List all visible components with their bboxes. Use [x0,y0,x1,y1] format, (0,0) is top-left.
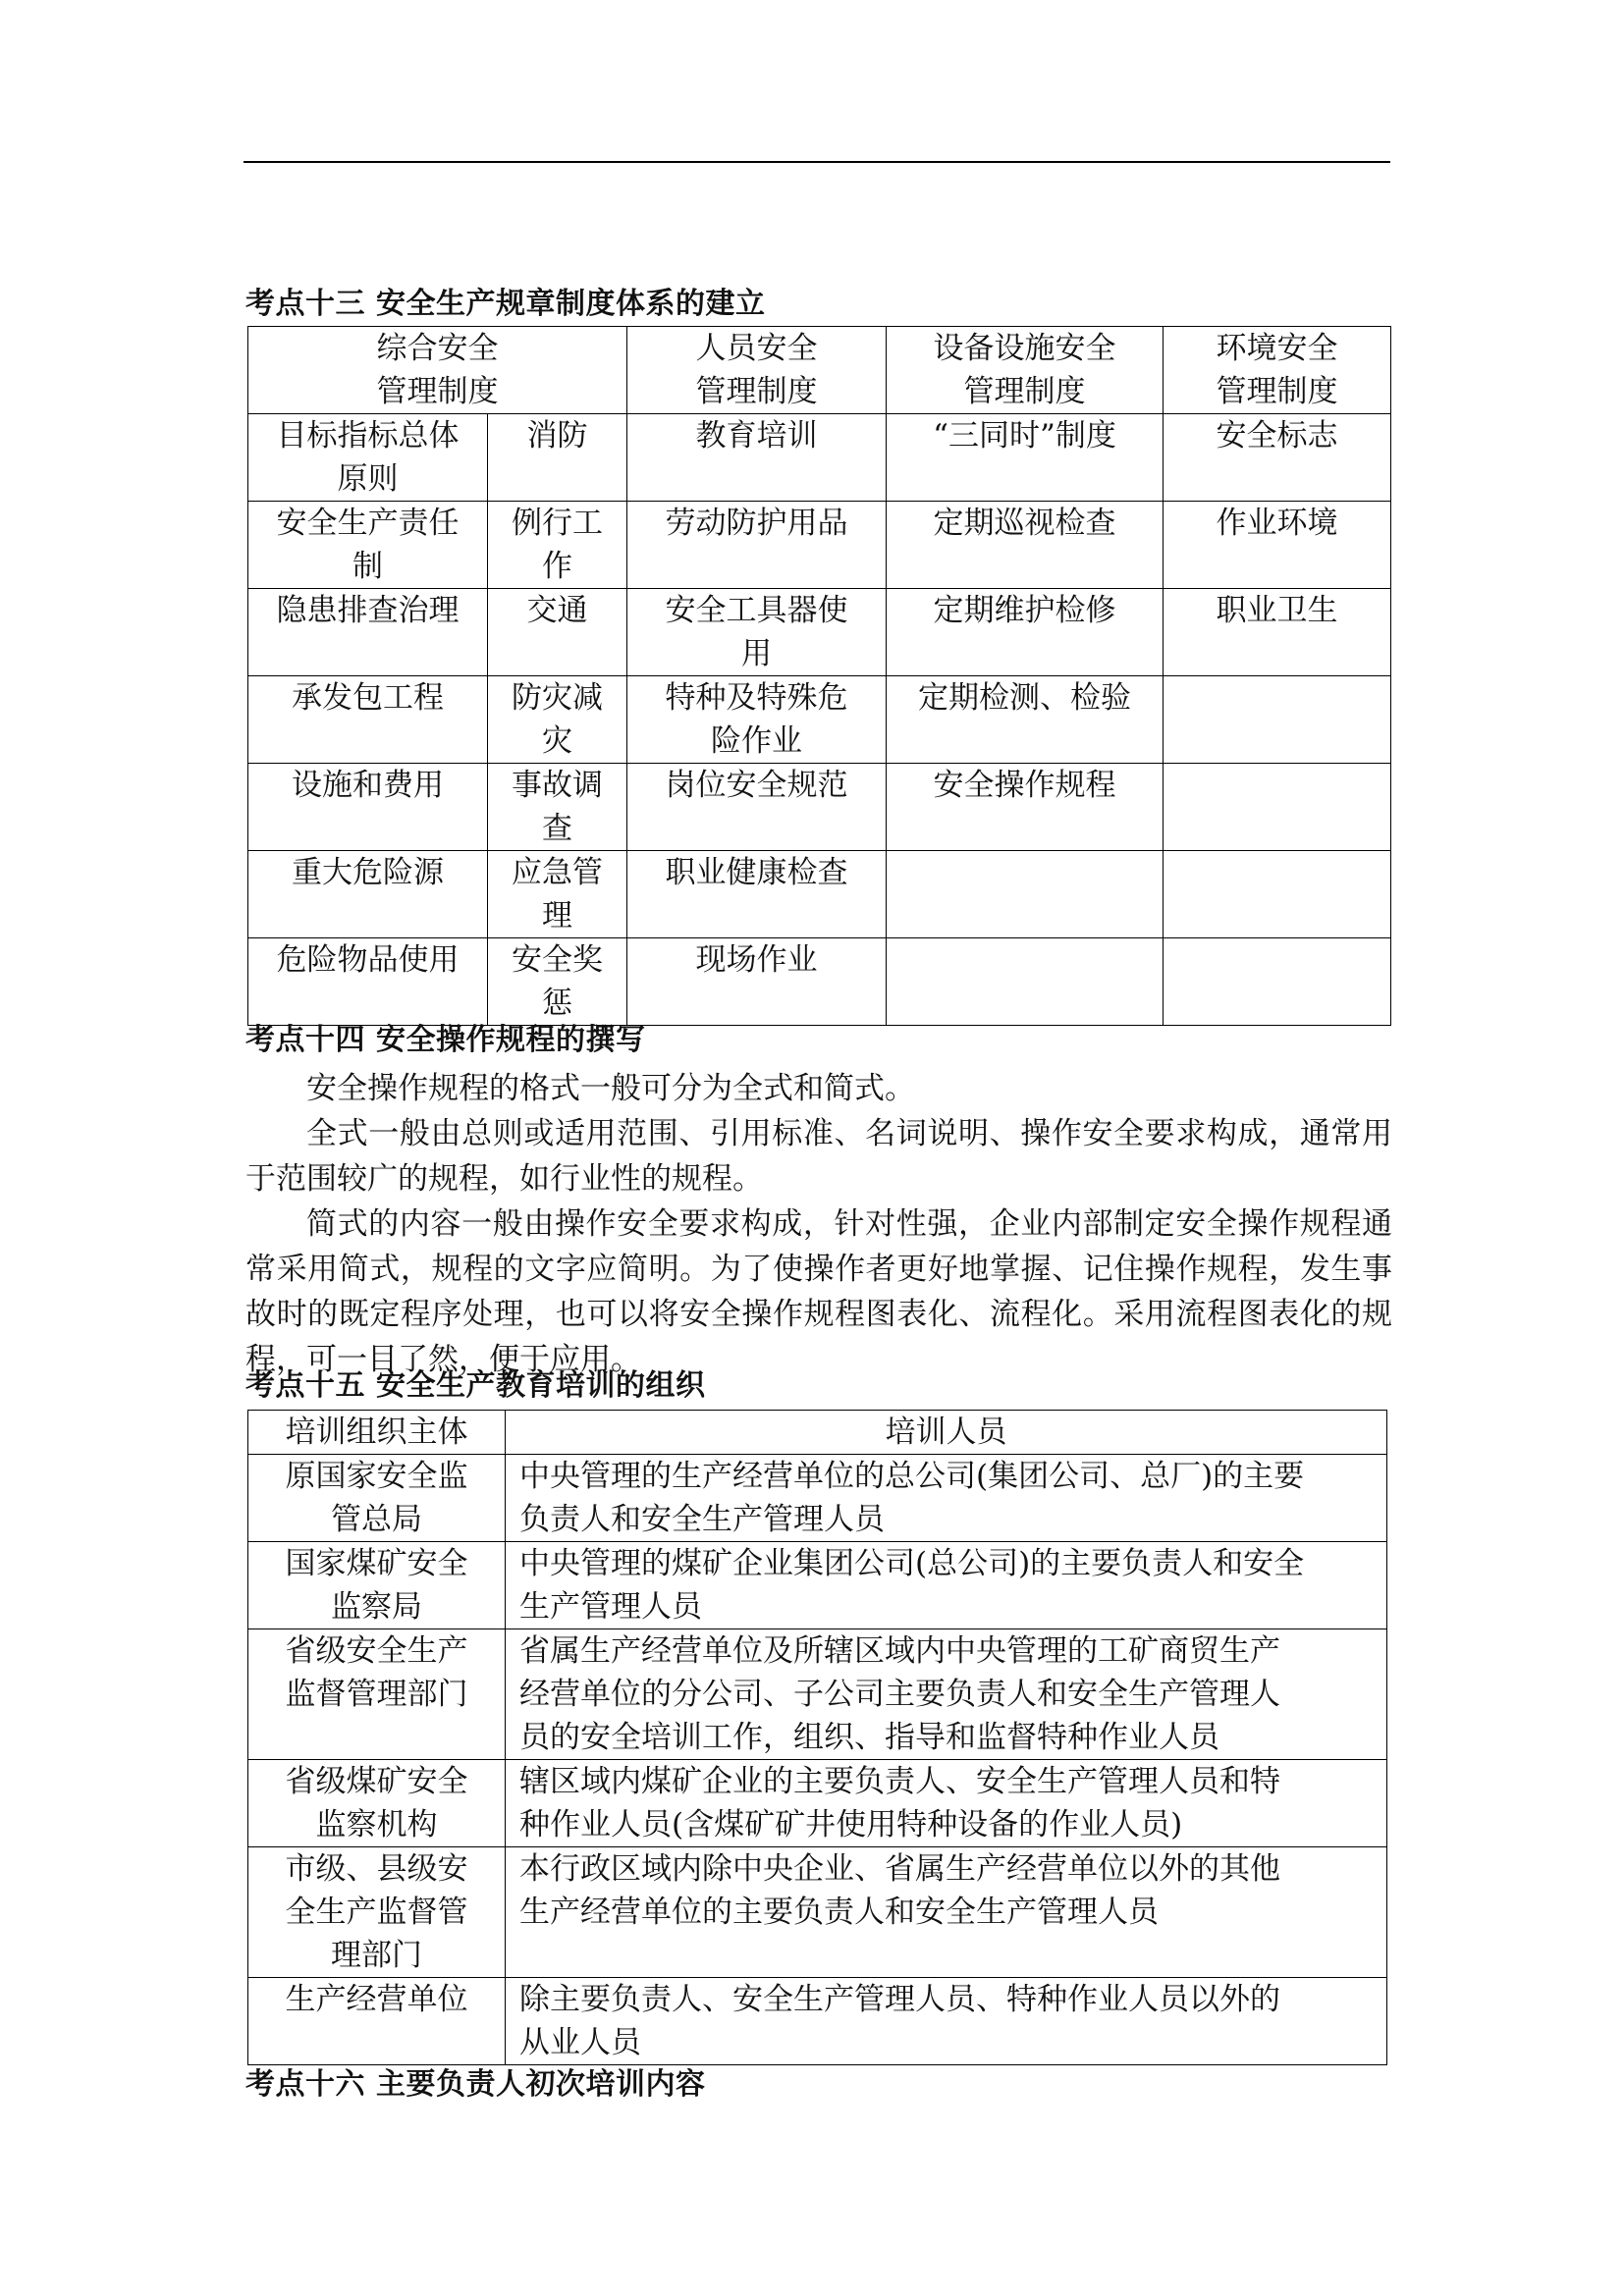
table-cell: 定期检测、检验 [887,676,1164,764]
table-cell: 中央管理的煤矿企业集团公司(总公司)的主要负责人和安全 生产管理人员 [506,1542,1387,1629]
table-cell: 省级安全生产 监督管理部门 [248,1629,506,1760]
table-cell: 生产经营单位 [248,1978,506,2065]
table-row [248,502,1391,589]
table1-header-cell: 综合安全 管理制度 [248,327,627,414]
table-row [248,589,1391,676]
table-cell: 隐患排查治理 [248,589,488,676]
table1-header-row [248,327,1391,414]
table2-header-cell: 培训组织主体 [248,1411,506,1455]
table-cell: 安全生产责任 制 [248,502,488,589]
table-cell: 危险物品使用 [248,938,488,1026]
table-row [248,1760,1387,1847]
table-cell: 安全操作规程 [887,764,1164,851]
heading-14: 考点十四 安全操作规程的撰写 [245,1023,646,1057]
table-cell: 例行工 作 [488,502,627,589]
table2-header-row [248,1411,1387,1455]
regulation-system-table [247,326,1391,1026]
table-cell: 作业环境 [1164,502,1391,589]
paragraph: 安全操作规程的格式一般可分为全式和简式。 [306,1071,915,1106]
table-row [248,1978,1387,2065]
table-cell: 省属生产经营单位及所辖区域内中央管理的工矿商贸生产 经营单位的分公司、子公司主要负责人和安全生产管理人 员的安全培训工作，组织、指导和监督特种作业人员 [506,1629,1387,1760]
table-cell: 现场作业 [627,938,887,1026]
table-cell [1164,938,1391,1026]
table-row [248,764,1391,851]
table-cell: 市级、县级安 全生产监督管 理部门 [248,1847,506,1978]
table-cell: 职业卫生 [1164,589,1391,676]
table-cell: 定期维护检修 [887,589,1164,676]
table-row [248,1542,1387,1629]
table1-header-cell: 设备设施安全 管理制度 [887,327,1164,414]
heading-15: 考点十五 安全生产教育培训的组织 [245,1368,706,1403]
table-cell: 职业健康检查 [627,851,887,938]
table-cell: 安全奖 惩 [488,938,627,1026]
table-row [248,676,1391,764]
table-cell [887,851,1164,938]
table-cell: 应急管 理 [488,851,627,938]
table-cell: 防灾减 灾 [488,676,627,764]
section-14-body [245,1066,1392,1382]
table-cell [887,938,1164,1026]
table-cell: 安全工具器使 用 [627,589,887,676]
table-cell: 事故调 查 [488,764,627,851]
table-cell: 国家煤矿安全 监察局 [248,1542,506,1629]
table1-header-cell: 环境安全 管理制度 [1164,327,1391,414]
table-row [248,938,1391,1026]
table-cell: 岗位安全规范 [627,764,887,851]
table-cell: 目标指标总体 原则 [248,414,488,502]
table-cell [1164,764,1391,851]
table-cell: “三同时”制度 [887,414,1164,502]
table1-header-cell: 人员安全 管理制度 [627,327,887,414]
heading-16: 考点十六 主要负责人初次培训内容 [245,2067,706,2102]
table-cell: 消防 [488,414,627,502]
table-row [248,851,1391,938]
table-row [248,1455,1387,1542]
table-row [248,1847,1387,1978]
table-row [248,1629,1387,1760]
table-cell: 定期巡视检查 [887,502,1164,589]
table-cell: 省级煤矿安全 监察机构 [248,1760,506,1847]
table-cell: 辖区域内煤矿企业的主要负责人、安全生产管理人员和特 种作业人员(含煤矿矿井使用特种设备的作业人员) [506,1760,1387,1847]
table-cell: 特种及特殊危 险作业 [627,676,887,764]
table-cell: 本行政区域内除中央企业、省属生产经营单位以外的其他 生产经营单位的主要负责人和安全生产管理人员 [506,1847,1387,1978]
table-cell: 中央管理的生产经营单位的总公司(集团公司、总厂)的主要 负责人和安全生产管理人员 [506,1455,1387,1542]
table2-header-cell: 培训人员 [506,1411,1387,1455]
heading-13: 考点十三 安全生产规章制度体系的建立 [245,287,766,321]
paragraph: 简式的内容一般由操作安全要求构成，针对性强，企业内部制定安全操作规程通常采用简式，规程的文字应简明。为了使操作者更好地掌握、记住操作规程，发生事故时的既定程序处理，也可以将安全操作规程图表化、流程化。采用流程图表化的规程，可一目了然，便于应用。 [245,1206,1392,1377]
table-cell: 重大危险源 [248,851,488,938]
table-cell: 劳动防护用品 [627,502,887,589]
table-cell: 交通 [488,589,627,676]
table-cell: 除主要负责人、安全生产管理人员、特种作业人员以外的 从业人员 [506,1978,1387,2065]
header-rule [244,161,1390,163]
table-cell [1164,676,1391,764]
table-cell: 教育培训 [627,414,887,502]
paragraph: 全式一般由总则或适用范围、引用标准、名词说明、操作安全要求构成，通常用于范围较广的规程，如行业性的规程。 [245,1116,1392,1197]
table-cell: 承发包工程 [248,676,488,764]
table-cell: 设施和费用 [248,764,488,851]
table-row [248,414,1391,502]
table-cell: 安全标志 [1164,414,1391,502]
training-organization-table [247,1410,1387,2065]
table-cell [1164,851,1391,938]
table-cell: 原国家安全监 管总局 [248,1455,506,1542]
